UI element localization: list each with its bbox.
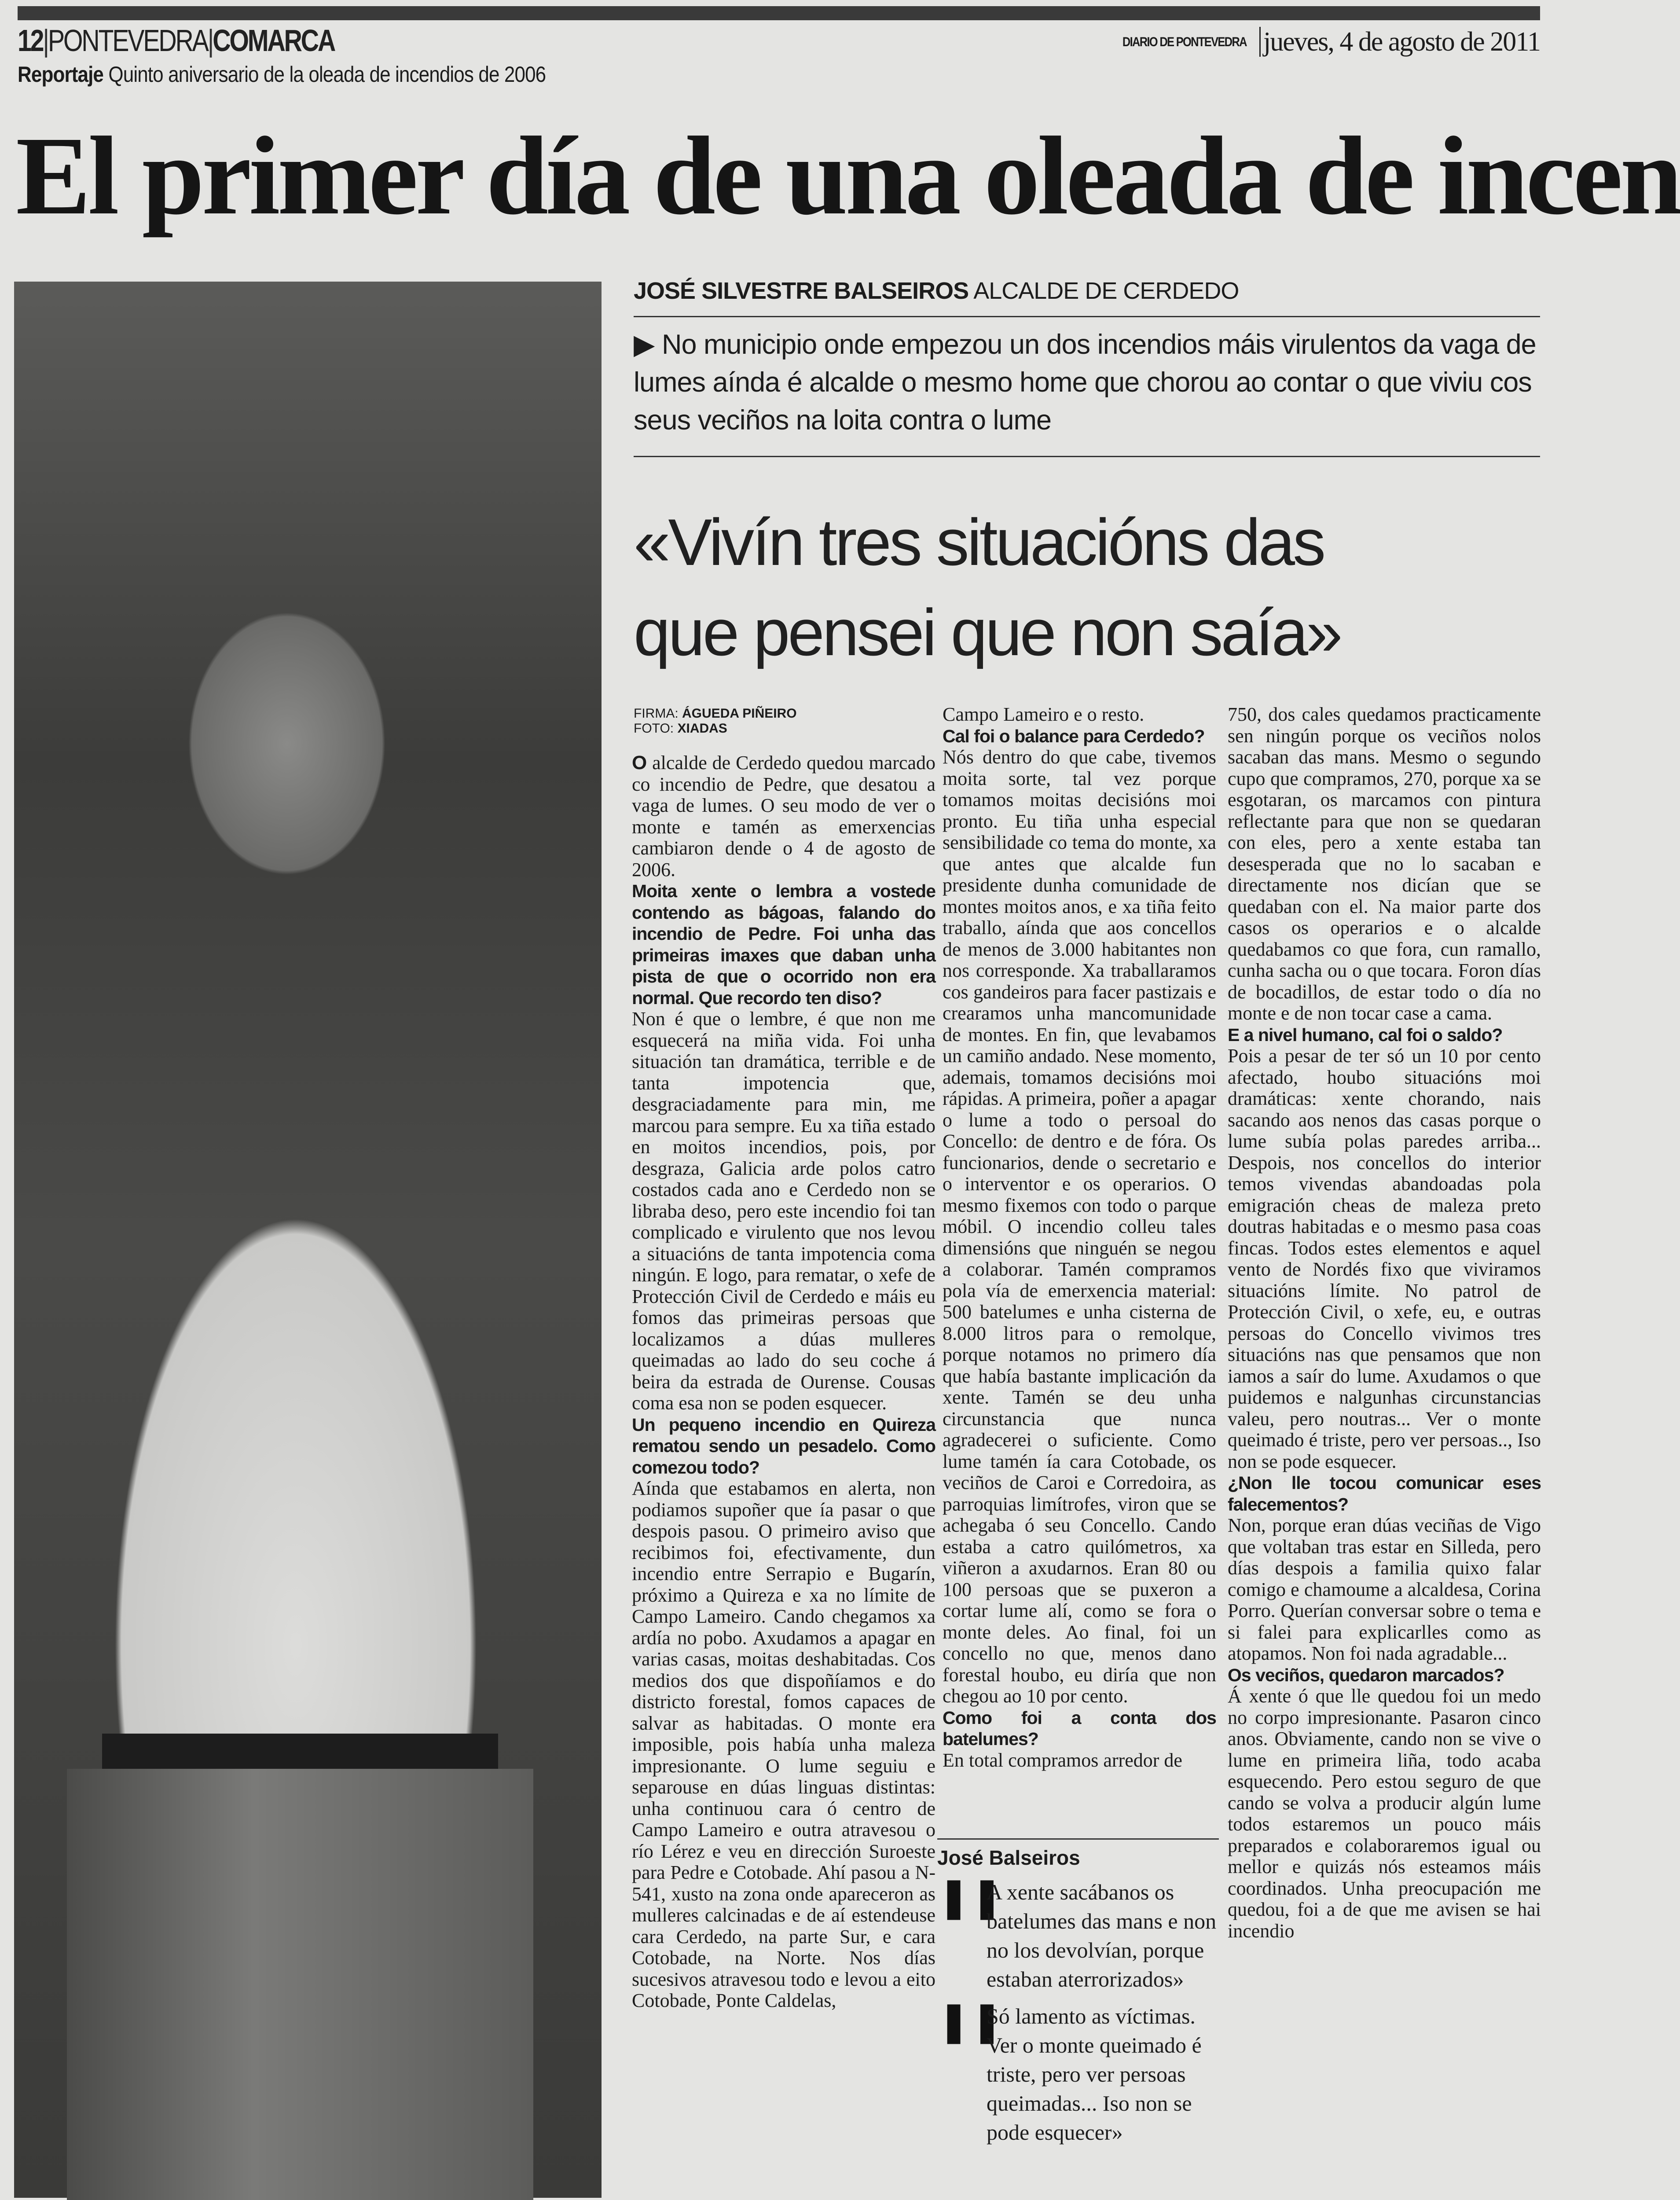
- photo-trousers: [67, 1769, 533, 2200]
- article-column-1: [632, 752, 935, 2198]
- interviewee-line: [634, 277, 1239, 304]
- quote-line: que pensei que non saía»: [634, 595, 1341, 669]
- headline: El primer día de una oleada de incen: [16, 114, 1680, 238]
- interview-answer: 750, dos cales quedamos practicamente sen ningún porque os veciños nolos sacaban das mans. Mesmo o segundo cupo que compramos, 270, porque xa se esgotaran, os marcamos con pintura reflectante para que non se quedaran con eles, pero a xente estaba tan desesperada que no lo sacaban e directamente nos dicían que se quedaban con el. Na maior parte dos casos os operarios e o alcalde quedabamos co que fora, cun ramallo, cunha sacha ou o que tocara. Foron días de bocadillos, de estar todo o día no monte e de non tocar case a cama.: [1228, 704, 1541, 1024]
- interview-answer: Nós dentro do que cabe, tivemos moita sorte, tal vez porque tomamos moitas decisións moi pronto. Eu tiña unha especial sensibilidade co tema do monte, xa que antes que alcalde fun presidente dunha comunidade de montes moitos anos, e xa tiña feito traballo, aínda que aos concellos de menos de 3.000 habitantes non nos corresponde. Xa traballaramos cos gandeiros para facer pastizais e crearamos unha mancomunidade de montes. En fin, que levabamos un camiño andado. Nese momento, ademais, tomamos decisións moi rápidas. A primeira, poñer a apagar o lume a todo o persoal do Concello: de dentro e de fóra. Os funcionarios, dende o secretario e o interventor e os operarios. O mesmo fixemos con todo o parque móbil. O incendio colleu tales dimensións que ninguén se negou a colaborar. Tamén compramos pola vía de emerxencia material: 500 batelumes e unha cisterna de 8.000 litros para o remolque, porque notamos no primero día que había bastante implicación da xente. Tamén se deu unha circunstancia que nunca agradecerei o suficiente. Como lume tamén ía cara Cotobade, os veciños de Caroi e Corredoira, as parroquias limítrofes, viron que se achegaba ó seu Concello. Cando estaba a catro quilómetros, xa viñeron a axudarnos. Eran 80 ou 100 persoas que se puxeron a cortar lume alí, como se fora o monte deles. Ao final, foi un concello no que, menos dano forestal houbo, eu diría que non chegou ao 10 por cento.: [943, 746, 1216, 1707]
- headline-quote: [634, 497, 1558, 678]
- interview-answer: Campo Lameiro e o resto.: [943, 704, 1144, 725]
- top-rule: [18, 6, 1540, 20]
- page-number: 12: [18, 23, 43, 58]
- divider: [634, 316, 1540, 317]
- interview-question: Moita xente o lembra a vostede contendo as bágoas, falando do incendio de Pedre. Foi unha das primeiras imaxes que daban unha pista de que o ocorrido non era normal. Que recordo ten diso?: [632, 881, 935, 1008]
- pull-quote-text: Só lamento as víctimas. Ver o monte queimado é triste, pero ver persoas queimadas... Iso non se pode esquecer»: [987, 2004, 1202, 2145]
- section-header: 12|PONTEVEDRA|COMARCA: [18, 23, 335, 58]
- pull-quote-author: José Balseiros: [937, 1838, 1219, 1870]
- quote-mark-icon: ❚❚: [937, 1874, 1004, 1920]
- photo-credit-label: FOTO:: [634, 721, 674, 736]
- lead-paragraph: [632, 752, 935, 880]
- newspaper-logo: DIARIO DE PONTEVEDRA: [1122, 34, 1247, 49]
- byline-label: FIRMA:: [634, 706, 679, 721]
- interview-question: Cal foi o balance para Cerdedo?: [943, 726, 1205, 746]
- deck: ▶ No municipio onde empezou un dos incendios máis virulentos da vaga de lumes aínda é alcalde o mesmo home que chorou ao contar o que viviu cos seus veciños na loita contra o lume: [634, 329, 1536, 436]
- byline: ÁGUEDA PIÑEIRO: [682, 706, 797, 721]
- subsection-name: COMARCA: [213, 23, 335, 58]
- pull-quotes: [937, 1838, 1219, 2147]
- interview-answer: Á xente ó que lle quedou foi un medo no corpo impresionante. Pasaron cinco anos. Obviamente, cando non se vive o lume en primeira liña, todo acaba esquecendo. Pero estou seguro de que cando se volva a producir algún lume todos estaremos un pouco máis preparados e colaboraremos igual ou mellor e quizás nós esteamos máis coordinados. Unha preocupación me quedou, foi a de que me avisen se hai incendio: [1228, 1685, 1541, 1942]
- divider: [634, 456, 1540, 457]
- interview-answer: Pois a pesar de ter só un 10 por cento afectado, houbo situacións moi dramáticas: xente chorando, nais sacando aos nenos das casas porque o lume subía polas paredes arriba... Despois, nos concellos do interior temos vivendas abandoadas pola emigración cheas de maleza preto doutras habitadas e o mesmo pasa coas fincas. Todos estes elementos e aquel vento de Nordés fixo que viviramos situacións límite. No patrol de Protección Civil, o xefe, eu, e outras persoas do Concello vivimos tres situacións nas que pensamos que non iamos a saír do lume. Axudamos o que puidemos e nalgunhas circunstancias valeu, pero noutras... Ver o monte queimado é triste, pero ver persoas.., Iso non se pode esquecer.: [1228, 1045, 1541, 1472]
- pull-quote: [937, 1998, 1219, 2147]
- lead-initial: O: [632, 752, 647, 774]
- lead-text: alcalde de Cerdedo quedou marcado co incendio de Pedre, que desatou a vaga de lumes. O seu modo de ver o monte e tamén as emerxencias cambiaron dende o 4 de agosto de 2006.: [632, 752, 935, 880]
- interviewee-name: JOSÉ SILVESTRE BALSEIROS: [634, 278, 969, 304]
- photo-credit: XIADAS: [677, 721, 727, 736]
- interviewee-role: ALCALDE DE CERDEDO: [973, 278, 1239, 304]
- quote-mark-icon: ❚❚: [937, 1998, 1004, 2044]
- interview-answer: Non é que o lembre, é que non me esquecerá na miña vida. Foi unha situación tan dramática, terrible e de tanta impotencia que, desgraciadamente para min, me marcou para sempre. Eu xa tiña estado en moitos incendios, pois, por desgraza, Galicia arde polos catro costados cada ano e Cerdedo non se libraba deso, pero este incendio foi tan complicado e virulento que nos levou a situacións de tanta impotencia coma ningún. E logo, para rematar, o xefe de Protección Civil de Cerdedo e máis eu fomos das primeiras persoas que localizamos a dúas mulleres queimadas ao lado do seu coche á beira da estrada de Ourense. Cousas coma esa non se poden esquecer.: [632, 1008, 935, 1414]
- issue-date: jueves, 4 de agosto de 2011: [1259, 27, 1540, 57]
- portrait-photo: [14, 282, 602, 2198]
- photo-belt: [102, 1734, 498, 1773]
- interview-answer: Non, porque eran dúas veciñas de Vigo que voltaban tras estar en Silleda, pero días despois a familia quixo falar comigo e chamoume a alcaldesa, Corina Porro. Querían conversar sobre o tema e si falei para explicarlles como as atopamos. Non foi nada agradable...: [1228, 1514, 1541, 1664]
- interview-question: E a nivel humano, cal foi o saldo?: [1228, 1024, 1503, 1045]
- pull-quote-text: A xente sacábanos os batelumes das mans e non no los devolvían, porque estaban aterrorizados»: [987, 1880, 1217, 1991]
- interview-question: Un pequeno incendio en Quireza rematou sendo un pesadelo. Como comezou todo?: [632, 1414, 935, 1478]
- quote-line: «Vivín tres situacións das: [634, 505, 1324, 579]
- section-name: PONTEVEDRA: [48, 23, 208, 58]
- kicker: [18, 62, 546, 87]
- interview-question: ¿Non lle tocou comunicar eses falecementos?: [1228, 1473, 1541, 1514]
- interview-answer: Aínda que estabamos en alerta, non podiamos supoñer que ía pasar o que despois pasou. O primeiro aviso que recibimos foi, efectivamente, dun incendio entre Serrapio e Bugarín, próximo a Quireza e xa no límite de Campo Lameiro. Cando chegamos xa ardía no pobo. Axudamos a apagar en varias casas, moitas deshabitadas. Cos medios dos que dispoñíamos e do districto forestal, fomos capaces de salvar as habitadas. O monte era imposible, pois había unha maleza impresionante. O lume seguiu e separouse en dúas linguas distintas: unha continuou cara ó centro de Campo Lameiro e outra atravesou o río Lérez e veu en dirección Suroeste para Pedre e Cotobade. Ahí pasou a N-541, xusto na zona onde apareceron as mulleres calcinadas e de aí estendeuse cara Cerdedo, na parte Sur, e cara Cotobade, na Norte. Nos días sucesivos atravesou todo e levou a eito Cotobade, Ponte Caldelas,: [632, 1478, 935, 2011]
- kicker-label: Reportaje: [18, 62, 104, 87]
- masthead-date: [1111, 26, 1540, 58]
- credits: [634, 706, 797, 736]
- article-column-2: [943, 704, 1216, 1835]
- pull-quote: [937, 1874, 1219, 1994]
- interview-question: Os veciños, quedaron marcados?: [1228, 1665, 1504, 1685]
- interview-question: Como foi a conta dos batelumes?: [943, 1707, 1216, 1749]
- article-column-3: [1228, 704, 1541, 2198]
- interview-answer: En total compramos arredor de: [943, 1749, 1182, 1771]
- kicker-text: Quinto aniversario de la oleada de incendios de 2006: [108, 62, 546, 87]
